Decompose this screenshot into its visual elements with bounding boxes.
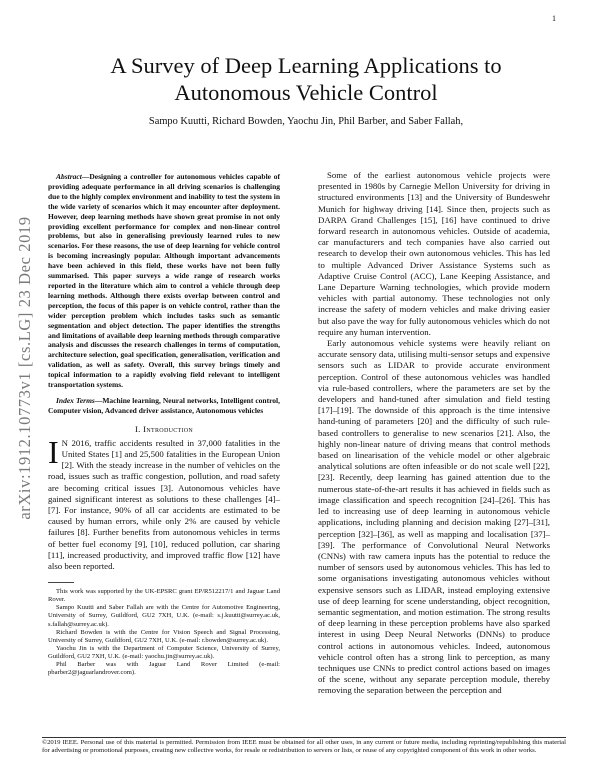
index-terms-lead: Index Terms — [56, 395, 95, 405]
copyright-notice: ©2019 IEEE. Personal use of this material is permitted. Permission from IEEE must be obtained for all other uses, in any current or future media, including reprinting/republishing this material for advertising or promotional purposes, creating new collective works, for resale or redistribution to servers or lists, or reuse of any copyrighted component of this work in other works. — [42, 737, 566, 775]
paper-title: A Survey of Deep Learning Applications to Autonomous Vehicle Control — [110, 53, 502, 105]
dropcap: I — [48, 433, 59, 470]
intro-text: N 2016, traffic accidents resulted in 37,000 fatalities in the United States [1] and 25,500 fatalities in the European Union [2]. With the steady increase in the number of vehicles on the road, issues such as traffic congestion, pollution, and road safety are becoming critical issues [3]. Autonomous vehicles have gained significant interest as solutions to these challenges [4]–[7]. For instance, 90% of all car accidents are estimated to be caused by human errors, while only 2% are caused by vehicle failures [8]. Further benefits from autonomous vehicles in terms of better fuel economy [9], [10], reduced pollution, car sharing [11], increased productivity, and improved traffic flow [12] have also been reported. — [48, 437, 280, 571]
left-column — [48, 172, 280, 677]
abstract-lead: Abstract — [56, 172, 82, 181]
abstract — [48, 172, 280, 390]
body-paragraph: Some of the earliest autonomous vehicle projects were presented in 1980s by Carnegie Mellon University for driving in structured environments [13] and the University of Bundeswehr Munich for highway driving [14]. Since then, projects such as DARPA Grand Challenges [15], [16] have continued to drive forward research in autonomous vehicles. Outside of academia, car manufacturers and tech companies have also carried out research to develop their own autonomous vehicles. This has led to multiple Advanced Driver Assistance Systems such as Adaptive Cruise Control (ACC), Lane Keeping Assistance, and Lane Departure Warning technologies, which provide modern vehicles with partial autonomy. These technologies not only increase the safety of modern vehicles and make driving easier but also pave the way for fully autonomous vehicles which do not require any human intervention. — [318, 170, 550, 337]
index-terms-text: —Machine learning, Neural networks, Intelligent control, Computer vision, Advanced driver assistance, Autonomous vehicles — [48, 395, 281, 415]
abstract-text: —Designing a controller for autonomous vehicles capable of providing adequate performance in all driving scenarios is challenging due to the highly complex environment and inability to test the system in the wide variety of scenarios which it may encounter after deployment. However, deep learning methods have shown great promise in not only providing excellent performance for complex and non-linear control problems, but also in generalising previously learned rules to new scenarios. For these reasons, the use of deep learning for vehicle control is becoming increasingly popular. Although important advancements have been achieved in this field, these works have not been fully summarised. This paper surveys a wide range of research works reported in the literature which aim to control a vehicle through deep learning methods. Although there exists overlap between control and perception, the focus of this paper is on vehicle control, rather than the wider perception problem which includes tasks such as semantic segmentation and object detection. The paper identifies the strengths and limitations of available deep learning methods through comparative analysis and discusses the research challenges in terms of computation, architecture selection, goal specification, generalisation, verification and validation, as well as safety. Overall, this survey brings timely and topical information to a rapidly evolving field relevant to intelligent transportation systems. — [48, 172, 280, 390]
arxiv-stamp: arXiv:1912.10773v1 [cs.LG] 23 Dec 2019 — [15, 216, 34, 520]
footnotes — [48, 582, 280, 677]
footnote: Yaochu Jin is with the Department of Computer Science, University of Surrey, Guildford, GU2 7XH, U.K. (e-mail: yaochu.jin@surrey.ac.uk). — [48, 644, 280, 660]
footnote-rule — [48, 582, 74, 583]
author-list: Sampo Kuutti, Richard Bowden, Yaochu Jin, Phil Barber, and Saber Fallah, — [148, 116, 464, 127]
footnote: Phil Barber was with Jaguar Land Rover Limited (e-mail: pbarber2@jaguarlandrover.com). — [48, 661, 280, 677]
footnote: Richard Bowden is with the Centre for Vision Speech and Signal Processing, University of Surrey, Guildford, GU2 7XH, U.K. (e-mail: r.bowden@surrey.ac.uk). — [48, 628, 280, 644]
page-number: 1 — [552, 14, 556, 23]
intro-paragraph — [48, 433, 280, 572]
footnote: Sampo Kuutti and Saber Fallah are with the Centre for Automotive Engineering, University of Surrey, Guildford, GU2 7XH, U.K. (e-mail: s.j.kuutti@surrey.ac.uk, s.fallah@surrey.ac.uk). — [48, 604, 280, 628]
section-heading — [48, 424, 280, 434]
body-paragraph: Early autonomous vehicle systems were heavily reliant on accurate sensory data, utilising multi-sensor setups and expensive sensors such as LIDAR to provide accurate environment perception. Control of these autonomous vehicles was handled via rule-based controllers, where the parameters are set by the developers and hand-tuned after simulation and field testing [17]–[19]. The downside of this approach is the time intensive hand-tuning of parameters [20] and the difficulty of such rule-based controllers to generalise to new scenarios [21]. Also, the highly non-linear nature of driving means that control methods based on linearisation of the vehicle model or other algebraic analytical solutions are often infeasible or do not scale well [22], [23]. Recently, deep learning has gained attention due to the numerous state-of-the-art results it has achieved in fields such as image classification and speech recognition [24]–[26]. This has led to increasing use of deep learning in autonomous vehicle applications, including planning and decision making [27]–[31], perception [32]–[36], as well as mapping and localisation [37]–[39]. The performance of Convolutional Neural Networks (CNNs) with raw camera inputs has the potential to reduce the number of sensors used by autonomous vehicles. This has led to some organisations investigating autonomous vehicles without expensive sensors such as LIDAR, instead employing extensive use of deep learning for scene understanding, object recognition, semantic segmentation, and motion estimation. The strong results of deep learning in these perception problems have also sparked interest in using Deep Neural Networks (DNNs) to produce control actions in autonomous vehicles. Indeed, autonomous vehicle control often has a strong link to perception, as many techniques use CNNs to predict control actions based on images of the scene, without any separate perception module, thereby removing the separation between the perception and — [318, 338, 550, 696]
right-column — [318, 170, 550, 697]
index-terms — [48, 396, 280, 416]
footnote: This work was supported by the UK-EPSRC grant EP/R512217/1 and Jaguar Land Rover. — [48, 588, 280, 604]
section-heading-text: I. Introduction — [134, 423, 194, 434]
